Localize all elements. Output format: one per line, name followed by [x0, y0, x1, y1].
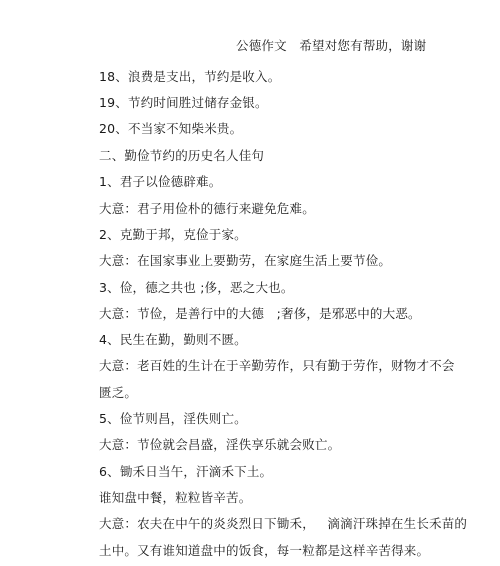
- text-line: 1、君子以俭德辟难。: [99, 174, 222, 189]
- text-line: 20、不当家不知柴米贵。: [99, 121, 243, 136]
- text-line: 19、节约时间胜过储存金银。: [99, 95, 268, 110]
- text-line: 大意：节俭，是善行中的大德 ;奢侈，是邪恶中的大恶。: [99, 306, 421, 321]
- page-header: 公德作文 希望对您有帮助，谢谢: [236, 38, 427, 53]
- text-line: 谁知盘中餐，粒粒皆辛苦。: [99, 490, 252, 505]
- text-line: 大意：君子用俭朴的德行来避免危难。: [99, 201, 315, 216]
- text-line: 2、克勤于邦，克俭于家。: [99, 227, 247, 242]
- section-heading: 二、勤俭节约的历史名人佳句: [99, 148, 265, 163]
- text-line: 4、民生在勤，勤则不匮。: [99, 332, 247, 347]
- text-line: 5、俭节则昌，淫佚则亡。: [99, 411, 247, 426]
- text-line: 土中。又有谁知道盘中的饭食，每一粒都是这样辛苦得来。: [99, 543, 430, 558]
- text-line: 大意：节俭就会昌盛，淫佚享乐就会败亡。: [99, 437, 341, 452]
- text-line: 匮乏。: [99, 385, 138, 400]
- text-line: 6、锄禾日当午，汗滴禾下土。: [99, 464, 273, 479]
- text-line: 3、俭，德之共也 ;侈，恶之大也。: [99, 280, 294, 295]
- text-line: 18、浪费是支出，节约是收入。: [99, 69, 281, 84]
- text-line: 大意：在国家事业上要勤劳，在家庭生活上要节俭。: [99, 253, 392, 268]
- text-line: 大意：老百姓的生计在于辛勤劳作，只有勤于劳作，财物才不会: [99, 358, 455, 373]
- text-line: 大意：农夫在中午的炎炎烈日下锄禾， 滴滴汗珠掉在生长禾苗的: [99, 516, 468, 531]
